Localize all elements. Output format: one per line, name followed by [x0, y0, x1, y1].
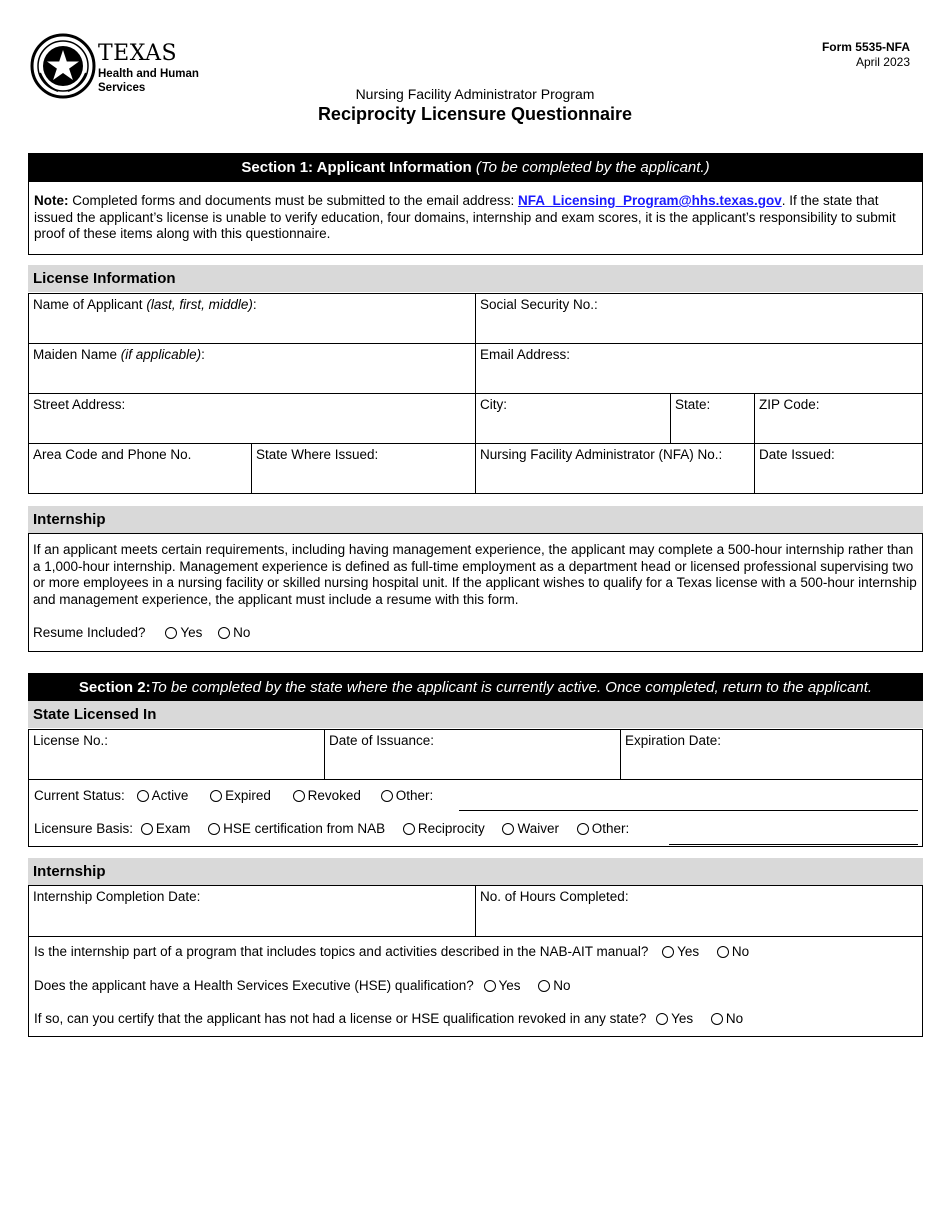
date-issued-field[interactable] — [754, 443, 923, 494]
q1-text: Is the internship part of a program that includes topics and activities described in the NAB-AIT manual? — [34, 944, 649, 959]
form-number: Form 5535-NFA — [821, 40, 910, 54]
basis-exam-radio[interactable] — [141, 823, 153, 835]
questions-box — [28, 936, 923, 1037]
q1-no-label: No — [731, 944, 750, 959]
license-no-field[interactable] — [28, 729, 325, 780]
q3-text: If so, can you certify that the applicant has not had a license or HSE qualification revoked in any state? — [34, 1011, 647, 1026]
hours-completed-field[interactable] — [475, 885, 923, 937]
status-box — [28, 779, 923, 847]
email-link[interactable]: NFA_Licensing_Program@hhs.texas.gov — [517, 193, 782, 208]
status-other-label: Other: — [395, 788, 434, 803]
basis-hse-label: HSE certification from NAB — [223, 821, 386, 836]
status-expired-label: Expired — [225, 788, 271, 803]
basis-exam-label: Exam — [155, 821, 191, 836]
q1-no-radio[interactable] — [717, 946, 729, 958]
basis-reciprocity-radio[interactable] — [403, 823, 415, 835]
resume-row — [33, 625, 918, 642]
section1-header — [28, 153, 923, 181]
note-box — [28, 181, 923, 255]
basis-other-line[interactable] — [669, 844, 918, 845]
street-address-field[interactable] — [28, 393, 476, 444]
note-text2: . If the state that issued the applicant’s license is unable to verify education, four domains, internship and exam scores, it is the applicant’s responsibility to submit proof of these items along with this questionnaire. — [34, 193, 896, 241]
q2-no-radio[interactable] — [538, 980, 550, 992]
resume-yes-radio[interactable] — [165, 627, 177, 639]
q1-yes-radio[interactable] — [662, 946, 674, 958]
ssn-field[interactable] — [475, 293, 923, 344]
state-label: State: — [675, 397, 711, 412]
q3-no-radio[interactable] — [711, 1013, 723, 1025]
city-label: City: — [480, 397, 507, 412]
expiration-label: Expiration Date: — [625, 733, 722, 748]
status-active-label: Active — [151, 788, 189, 803]
resume-no-radio[interactable] — [218, 627, 230, 639]
resume-label: Resume Included? — [33, 625, 146, 640]
question-nab-ait — [34, 944, 749, 959]
applicant-name-label: Name of Applicant — [33, 297, 147, 312]
section2-title: Section 2: — [78, 678, 151, 696]
q2-no-label: No — [553, 978, 571, 993]
state-licensed-heading: State Licensed In — [28, 701, 923, 728]
program-name: Nursing Facility Administrator Program — [355, 86, 595, 102]
maiden-name-hint: (if applicable) — [120, 347, 202, 362]
basis-waiver-radio[interactable] — [502, 823, 514, 835]
question-revoked — [34, 1011, 743, 1026]
licensure-basis-row — [34, 821, 629, 836]
email-field[interactable] — [475, 343, 923, 394]
q3-no-label: No — [725, 1011, 744, 1026]
q1-yes-label: Yes — [677, 944, 700, 959]
phone-label: Area Code and Phone No. — [33, 447, 192, 462]
street-label: Street Address: — [33, 397, 126, 412]
ssn-label: Social Security No.: — [480, 297, 598, 312]
zip-label: ZIP Code: — [759, 397, 820, 412]
applicant-name-hint: (last, first, middle) — [146, 297, 253, 312]
resume-no-label: No — [233, 625, 251, 640]
page-title: Reciprocity Licensure Questionnaire — [317, 104, 633, 124]
q3-yes-label: Yes — [671, 1011, 694, 1026]
nfa-number-field[interactable] — [475, 443, 755, 494]
section1-subtitle: (To be completed by the applicant.) — [475, 158, 710, 176]
q3-yes-radio[interactable] — [656, 1013, 668, 1025]
section2-header — [28, 673, 923, 701]
nfa-label: Nursing Facility Administrator (NFA) No.: — [480, 447, 723, 462]
section1-title: Section 1: Applicant Information — [241, 158, 472, 176]
state-field[interactable] — [670, 393, 755, 444]
maiden-name-label: Maiden Name — [33, 347, 121, 362]
internship2-heading: Internship — [28, 858, 923, 885]
basis-reciprocity-label: Reciprocity — [417, 821, 485, 836]
status-revoked-label: Revoked — [307, 788, 361, 803]
internship-heading: Internship — [28, 506, 923, 533]
logo-word: TEXAS — [98, 41, 178, 66]
city-field[interactable] — [475, 393, 671, 444]
basis-other-label: Other: — [591, 821, 630, 836]
note-label: Note: — [34, 193, 69, 208]
state-issued-field[interactable] — [251, 443, 476, 494]
internship-text: If an applicant meets certain requirements, including having management experience, the applicant may complete a 500-hour internship rather than a 1,000-hour internship. Management experience is defined as full-time employment as a department head or licensed professional supervising two or more employees in a nursing facility or skilled nursing hospital unit. If the applicant wishes to qualify for a Texas license with a 500-hour internship and management experience, the applicant must include a resume with this form. — [33, 542, 917, 607]
basis-label: Licensure Basis: — [34, 821, 134, 836]
status-other-line[interactable] — [459, 810, 918, 811]
current-status-row — [34, 788, 433, 803]
completion-label: Internship Completion Date: — [33, 889, 201, 904]
logo-line1: Health and Human — [98, 68, 199, 80]
note-text1: Completed forms and documents must be submitted to the email address: — [68, 193, 518, 208]
expiration-date-field[interactable] — [620, 729, 923, 780]
status-expired-radio[interactable] — [210, 790, 222, 802]
license-info-heading: License Information — [28, 265, 923, 292]
question-hse — [34, 978, 571, 993]
internship-box — [28, 533, 923, 652]
resume-yes-label: Yes — [180, 625, 203, 640]
state-issued-label: State Where Issued: — [256, 447, 379, 462]
phone-field[interactable] — [28, 443, 252, 494]
logo-line2: Services — [98, 82, 146, 94]
q2-yes-radio[interactable] — [484, 980, 496, 992]
status-other-radio[interactable] — [381, 790, 393, 802]
q2-yes-label: Yes — [498, 978, 521, 993]
form-date: April 2023 — [855, 55, 910, 69]
basis-waiver-label: Waiver — [517, 821, 559, 836]
license-no-label: License No.: — [33, 733, 109, 748]
internship-completion-field[interactable] — [28, 885, 476, 937]
basis-other-radio[interactable] — [577, 823, 589, 835]
basis-hse-radio[interactable] — [208, 823, 220, 835]
hours-label: No. of Hours Completed: — [480, 889, 629, 904]
status-active-radio[interactable] — [137, 790, 149, 802]
issuance-label: Date of Issuance: — [329, 733, 435, 748]
email-label: Email Address: — [480, 347, 571, 362]
q2-text: Does the applicant have a Health Services Executive (HSE) qualification? — [34, 978, 474, 993]
applicant-name-field[interactable]: Name of Applicant (last, first, middle): — [28, 293, 476, 344]
status-revoked-radio[interactable] — [293, 790, 305, 802]
status-label: Current Status: — [34, 788, 125, 803]
issuance-date-field[interactable] — [324, 729, 621, 780]
maiden-name-field[interactable]: Maiden Name (if applicable): — [28, 343, 476, 394]
zip-field[interactable] — [754, 393, 923, 444]
form-info — [822, 40, 910, 70]
date-issued-label: Date Issued: — [759, 447, 835, 462]
section2-subtitle: To be completed by the state where the applicant is currently active. Once completed, return to the applicant. — [150, 678, 873, 696]
